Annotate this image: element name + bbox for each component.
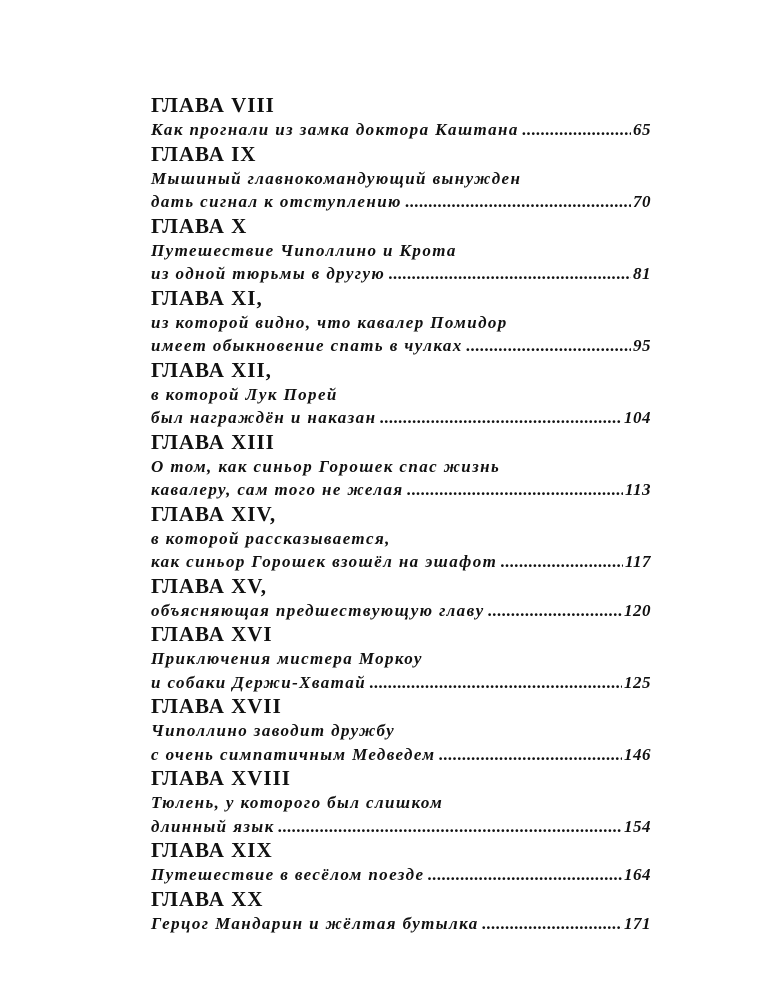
page-number: 113: [624, 480, 651, 499]
chapter-title-line: Мышиный главнокомандующий вынужден: [151, 168, 522, 188]
chapter-title: объясняющая предшествующую главу: [151, 600, 485, 620]
chapter-title: кавалеру, сам того не желая: [151, 480, 404, 499]
toc-chapter-20: [151, 887, 651, 936]
chapter-title-line: из которой видно, что кавалер Помидор: [151, 312, 508, 332]
chapter-heading: ГЛАВА XVI: [151, 622, 273, 646]
dot-leader: [278, 815, 622, 839]
toc-entry[interactable]: [151, 912, 651, 936]
dot-leader: [369, 671, 622, 695]
toc-entry[interactable]: [151, 671, 651, 695]
chapter-heading: ГЛАВА XIX: [151, 838, 273, 862]
toc-entry[interactable]: [151, 550, 651, 574]
chapter-title-line: Тюлень, у которого был слишком: [151, 793, 444, 812]
toc-chapter-10: [151, 214, 651, 286]
chapter-heading: ГЛАВА IX: [151, 141, 257, 166]
dot-leader: [500, 550, 623, 574]
dot-leader: [522, 118, 631, 142]
chapter-title: дать сигнал к отступлению: [151, 192, 402, 211]
toc-entry[interactable]: [151, 815, 651, 839]
dot-leader: [482, 912, 622, 936]
page-number: 120: [624, 600, 651, 620]
toc-entry[interactable]: [151, 863, 651, 887]
table-of-contents: [151, 93, 651, 935]
dot-leader: [379, 406, 622, 430]
chapter-title: и собаки Держи-Хватай: [151, 672, 367, 692]
page-number: 104: [624, 408, 651, 427]
page-number: 81: [633, 264, 651, 283]
chapter-title-line: Приключения мистера Моркоу: [151, 649, 423, 668]
toc-chapter-8: [151, 93, 651, 142]
chapter-heading: ГЛАВА XVII: [151, 694, 282, 718]
toc-chapter-15: [151, 574, 651, 623]
page-number: 95: [633, 336, 651, 355]
dot-leader: [488, 599, 622, 623]
page-number: 154: [624, 816, 651, 836]
chapter-title: как синьор Горошек взошёл на эшафот: [151, 552, 498, 571]
chapter-title-line: в которой Лук Порей: [151, 384, 338, 404]
toc-chapter-16: [151, 622, 651, 694]
page-number: 65: [633, 120, 651, 139]
page-number: 146: [624, 744, 651, 764]
chapter-title-line: Путешествие Чиполлино и Крота: [151, 240, 457, 260]
chapter-heading: ГЛАВА XV,: [151, 573, 267, 598]
dot-leader: [388, 262, 631, 286]
chapter-title: Герцог Мандарин и жёлтая бутылка: [151, 913, 479, 933]
chapter-title: с очень симпатичным Медведем: [151, 744, 436, 764]
chapter-title-line: в которой рассказывается,: [151, 528, 391, 548]
toc-chapter-17: [151, 694, 651, 766]
toc-entry[interactable]: [151, 334, 651, 358]
toc-chapter-14: [151, 502, 651, 574]
toc-entry[interactable]: [151, 599, 651, 623]
chapter-heading: ГЛАВА XI,: [151, 285, 263, 310]
page-number: 164: [624, 865, 651, 884]
chapter-heading: ГЛАВА XII,: [151, 357, 272, 382]
toc-chapter-18: [151, 766, 651, 838]
toc-entry[interactable]: [151, 478, 651, 502]
chapter-heading: ГЛАВА XIV,: [151, 501, 277, 526]
page-number: 70: [633, 192, 651, 211]
toc-chapter-12: [151, 358, 651, 430]
dot-leader: [466, 334, 631, 358]
page-number: 117: [624, 552, 651, 571]
chapter-title: Путешествие в весёлом поезде: [151, 865, 425, 884]
chapter-heading: ГЛАВА XVIII: [151, 766, 291, 790]
chapter-heading: ГЛАВА X: [151, 213, 248, 238]
toc-entry[interactable]: [151, 190, 651, 214]
chapter-title-line: О том, как синьор Горошек спас жизнь: [151, 456, 501, 476]
chapter-heading: ГЛАВА VIII: [151, 93, 275, 117]
chapter-title: из одной тюрьмы в другую: [151, 264, 386, 283]
chapter-title-line: Чиполлино заводит дружбу: [151, 721, 396, 740]
chapter-heading: ГЛАВА XX: [151, 886, 264, 911]
chapter-title: имеет обыкновение спать в чулках: [151, 336, 463, 355]
dot-leader: [427, 863, 622, 887]
dot-leader: [407, 478, 623, 502]
toc-chapter-19: [151, 838, 651, 887]
toc-chapter-9: [151, 142, 651, 214]
chapter-title: был награждён и наказан: [151, 408, 377, 427]
toc-entry[interactable]: [151, 743, 651, 767]
chapter-title: Как прогнали из замка доктора Каштана: [151, 120, 519, 139]
page-number: 171: [624, 913, 651, 933]
toc-entry[interactable]: [151, 118, 651, 142]
toc-entry[interactable]: [151, 262, 651, 286]
dot-leader: [438, 743, 622, 767]
toc-chapter-13: [151, 430, 651, 502]
toc-entry[interactable]: [151, 406, 651, 430]
toc-chapter-11: [151, 286, 651, 358]
page-number: 125: [624, 672, 651, 692]
chapter-heading: ГЛАВА XIII: [151, 429, 275, 454]
dot-leader: [405, 190, 631, 214]
chapter-title: длинный язык: [151, 816, 275, 836]
